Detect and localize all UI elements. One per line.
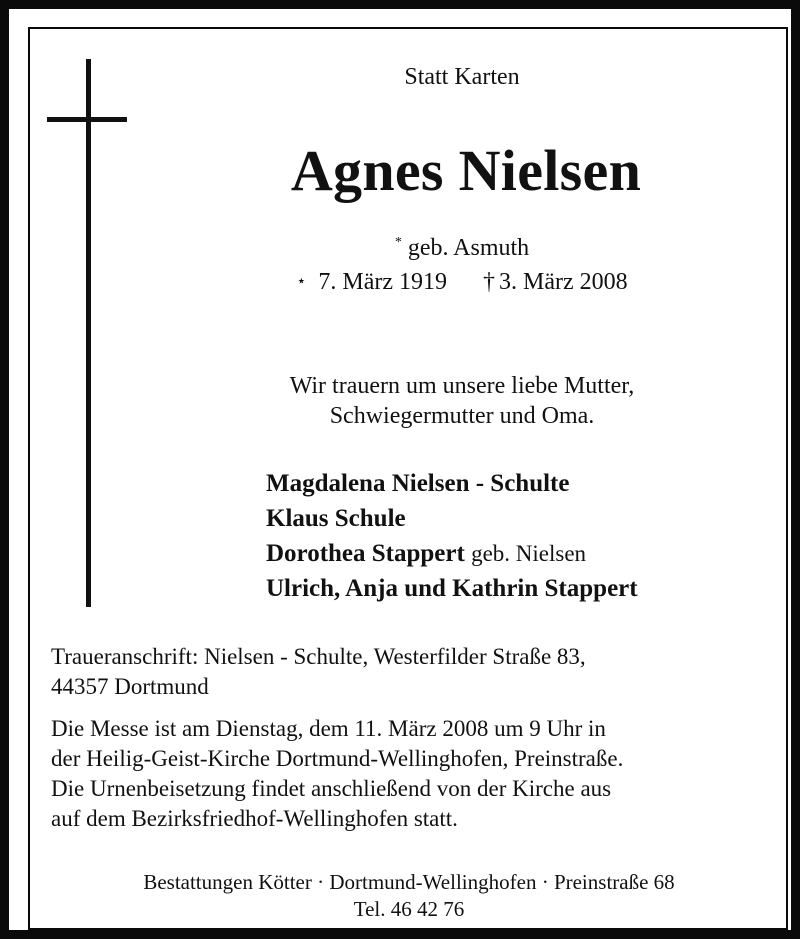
life-dates bbox=[229, 269, 695, 296]
deceased-name: Agnes Nielsen bbox=[290, 138, 642, 203]
birth-name: geb. Asmuth bbox=[407, 235, 530, 261]
death-dagger-icon: † bbox=[483, 269, 495, 295]
cross-icon-vertical-bar bbox=[86, 59, 91, 607]
funeral-mass-info bbox=[51, 714, 771, 834]
mourner-note: geb. Nielsen bbox=[471, 541, 587, 566]
mourner-name: Magdalena Nielsen - Schulte bbox=[266, 470, 570, 497]
mourner-item bbox=[266, 501, 638, 536]
death-date: 3. März 2008 bbox=[499, 269, 628, 295]
mourning-text bbox=[229, 371, 695, 431]
birth-date: 7. März 1919 bbox=[318, 269, 447, 295]
mourner-item bbox=[266, 466, 638, 501]
asterisk-icon: * bbox=[394, 235, 402, 250]
mass-info-line: auf dem Bezirksfriedhof-Wellinghofen statt. bbox=[51, 806, 458, 831]
mourner-name: Klaus Schule bbox=[266, 505, 406, 532]
address-line: 44357 Dortmund bbox=[51, 674, 209, 699]
mourner-name: Dorothea Stappert bbox=[266, 540, 465, 567]
mourning-text-line: Schwiegermutter und Oma. bbox=[329, 403, 595, 429]
mass-info-line: Die Urnenbeisetzung findet anschließend von der Kirche aus bbox=[51, 776, 612, 801]
address-line: Traueranschrift: Nielsen - Schulte, Westerfilder Straße 83, bbox=[51, 644, 586, 669]
birth-star-icon: ⋆ bbox=[296, 273, 307, 290]
mass-info-line: der Heilig-Geist-Kirche Dortmund-Wellinghofen, Preinstraße. bbox=[51, 746, 624, 771]
header-statt-karten: Statt Karten bbox=[404, 64, 520, 90]
mourning-address bbox=[51, 642, 771, 702]
funeral-home-footer bbox=[89, 869, 729, 923]
mourner-item bbox=[266, 536, 638, 571]
mourner-item bbox=[266, 571, 638, 606]
cross-icon-horizontal-bar bbox=[47, 117, 127, 122]
mourning-text-line: Wir trauern um unsere liebe Mutter, bbox=[289, 373, 635, 399]
birth-name-line bbox=[309, 235, 615, 262]
mass-info-line: Die Messe ist am Dienstag, dem 11. März 2008 um 9 Uhr in bbox=[51, 716, 606, 741]
funeral-home-phone: Tel. 46 42 76 bbox=[353, 897, 465, 921]
mourner-name: Ulrich, Anja und Kathrin Stappert bbox=[266, 575, 638, 602]
mourners-list bbox=[266, 466, 638, 606]
funeral-home-line: Bestattungen Kötter · Dortmund-Wellinghofen · Preinstraße 68 bbox=[143, 870, 675, 894]
